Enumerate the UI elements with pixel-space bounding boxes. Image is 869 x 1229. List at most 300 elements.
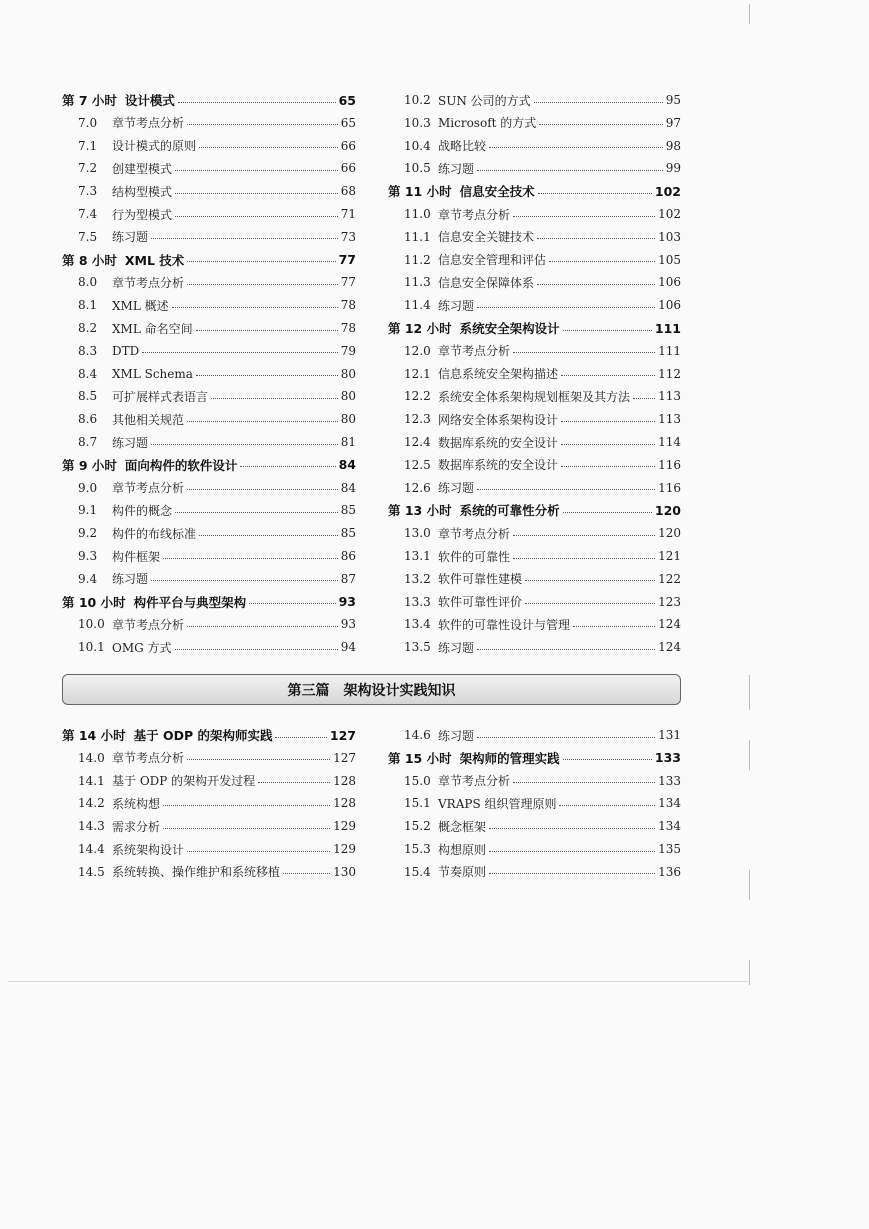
toc-entry-title: 软件的可靠性设计与管理 [438, 617, 571, 632]
toc-leader-dots [175, 649, 338, 650]
toc-entry-title: 系统的可靠性分析 [459, 503, 560, 519]
toc-entry-title: 构件的概念 [112, 503, 173, 518]
toc-entry-number: 第 14 小时 [62, 728, 126, 743]
toc-entry-title: 系统安全体系架构规划框架及其方法 [438, 389, 631, 404]
toc-entry-title: 信息系统安全架构描述 [438, 367, 559, 382]
toc-section-entry [62, 318, 356, 338]
toc-entry-number: 7.2 [78, 161, 98, 176]
toc-entry-number: 9.0 [78, 480, 98, 495]
toc-entry-number: 9.4 [78, 571, 98, 586]
toc-section-entry [62, 227, 356, 247]
toc-entry-page: 124 [658, 617, 681, 632]
toc-entry-number: 11.0 [404, 207, 431, 221]
toc-leader-dots [477, 737, 655, 738]
toc-leader-dots [187, 261, 335, 262]
toc-entry-title: 信息安全保障体系 [438, 275, 535, 290]
toc-leader-dots [489, 147, 663, 148]
part-three-banner [62, 674, 681, 705]
toc-section-entry [388, 637, 681, 657]
toc-entry-title: 章节考点分析 [438, 526, 511, 541]
toc-leader-dots [573, 626, 655, 627]
toc-entry-title: 练习题 [438, 640, 475, 655]
toc-entry-number: 10.3 [404, 115, 431, 130]
toc-leader-dots [187, 626, 338, 627]
toc-leader-dots [187, 759, 330, 760]
toc-leader-dots [513, 216, 655, 217]
toc-chapter-entry [62, 725, 356, 745]
toc-section-entry [388, 455, 681, 475]
toc-section-entry [388, 136, 681, 156]
toc-entry-title: 概念框架 [438, 819, 487, 834]
toc-entry-number: 12.2 [404, 389, 431, 404]
toc-entry-page: 103 [658, 229, 681, 244]
toc-entry-title: 章节考点分析 [112, 116, 185, 131]
toc-entry-title: VRAPS 组织管理原则 [438, 796, 557, 811]
toc-entry-page: 79 [340, 343, 356, 358]
toc-entry-title: Microsoft 的方式 [438, 116, 537, 131]
toc-leader-dots [549, 261, 655, 262]
toc-entry-title: XML 概述 [112, 298, 169, 313]
toc-entry-title: 章节考点分析 [112, 481, 185, 496]
toc-entry-title: 系统构想 [112, 796, 161, 811]
toc-entry-title: 战略比较 [438, 139, 487, 154]
toc-leader-dots [151, 444, 338, 445]
toc-section-entry [62, 793, 356, 813]
toc-leader-dots [539, 124, 662, 125]
toc-entry-number: 10.4 [404, 138, 431, 153]
toc-section-entry [62, 839, 356, 859]
toc-leader-dots [187, 851, 330, 852]
toc-entry-page: 106 [658, 298, 681, 313]
toc-leader-dots [142, 352, 337, 353]
toc-entry-page: 77 [338, 252, 356, 268]
toc-entry-number: 12.1 [404, 366, 431, 381]
toc-entry-title: 软件的可靠性 [438, 549, 511, 564]
toc-entry-title: 基于 ODP 的架构开发过程 [112, 774, 256, 789]
toc-leader-dots [477, 307, 655, 308]
toc-chapter-entry [62, 455, 356, 475]
toc-leader-dots [561, 466, 655, 467]
toc-entry-page: 66 [340, 161, 356, 176]
toc-entry-number: 13.5 [404, 640, 431, 655]
toc-leader-dots [477, 170, 663, 171]
toc-entry-title: 节奏原则 [438, 865, 487, 880]
toc-entry-number: 14.2 [78, 796, 105, 811]
toc-leader-dots [537, 238, 655, 239]
toc-chapter-entry [388, 318, 681, 338]
toc-entry-page: 114 [658, 435, 681, 449]
toc-section-entry [62, 771, 356, 791]
toc-entry-title: 章节考点分析 [438, 774, 511, 789]
toc-entry-number: 12.4 [404, 435, 431, 449]
toc-entry-title: 设计模式的原则 [112, 139, 197, 154]
toc-entry-number: 15.1 [404, 796, 431, 811]
toc-entry-number: 14.1 [78, 773, 105, 788]
toc-section-entry [388, 341, 681, 361]
toc-entry-number: 13.4 [404, 617, 431, 632]
toc-leader-dots [187, 124, 338, 125]
toc-entry-title: XML Schema [112, 366, 193, 381]
toc-leader-dots [561, 444, 655, 445]
toc-leader-dots [561, 421, 655, 422]
toc-section-entry [388, 862, 681, 882]
toc-entry-title: 数据库系统的安全设计 [438, 435, 559, 450]
toc-leader-dots [187, 421, 338, 422]
toc-entry-title: 信息安全关键技术 [438, 230, 535, 245]
toc-chapter-entry [388, 500, 681, 520]
toc-entry-title: 架构师的管理实践 [459, 750, 560, 766]
toc-section-entry [388, 250, 681, 270]
toc-section-entry [388, 793, 681, 813]
toc-leader-dots [513, 558, 655, 559]
toc-section-entry [62, 637, 356, 657]
toc-section-entry [62, 523, 356, 543]
toc-entry-number: 第 13 小时 [388, 503, 452, 519]
toc-entry-title: 练习题 [438, 161, 475, 176]
toc-entry-title: XML 技术 [124, 252, 185, 268]
toc-section-entry [388, 771, 681, 791]
toc-entry-number: 第 8 小时 [62, 252, 117, 268]
toc-section-entry [62, 862, 356, 882]
toc-section-entry [388, 113, 681, 133]
toc-entry-number: 11.1 [404, 229, 431, 244]
toc-section-entry [62, 546, 356, 566]
toc-entry-number: 10.2 [404, 93, 431, 107]
toc-entry-title: 设计模式 [124, 93, 175, 108]
toc-leader-dots [489, 828, 655, 829]
toc-entry-page: 106 [658, 275, 681, 290]
toc-entry-title: 其他相关规范 [112, 412, 185, 427]
toc-entry-number: 13.0 [404, 526, 431, 541]
toc-section-entry [388, 725, 681, 745]
toc-entry-page: 134 [658, 796, 681, 811]
toc-entry-page: 78 [340, 321, 356, 335]
toc-leader-dots [477, 649, 655, 650]
toc-entry-number: 8.0 [78, 275, 98, 290]
toc-entry-title: 系统架构设计 [112, 842, 185, 857]
toc-section-entry [62, 272, 356, 292]
toc-leader-dots [175, 193, 338, 194]
toc-entry-page: 123 [658, 594, 681, 609]
toc-leader-dots [163, 558, 338, 559]
toc-entry-title: 练习题 [112, 230, 149, 245]
toc-entry-title: 基于 ODP 的架构师实践 [133, 728, 273, 743]
toc-entry-title: 构件框架 [112, 549, 161, 564]
toc-entry-title: 面向构件的软件设计 [124, 457, 238, 473]
toc-entry-page: 80 [340, 412, 356, 427]
toc-entry-page: 71 [340, 207, 356, 221]
toc-section-entry [62, 409, 356, 429]
toc-entry-page: 99 [665, 161, 681, 176]
toc-chapter-entry [62, 592, 356, 612]
toc-leader-dots [525, 580, 655, 581]
toc-entry-page: 128 [333, 796, 356, 811]
toc-entry-number: 8.2 [78, 321, 98, 335]
toc-entry-page: 120 [654, 502, 681, 518]
toc-entry-page: 120 [658, 526, 681, 541]
toc-entry-page: 111 [654, 320, 681, 336]
toc-section-entry [62, 478, 356, 498]
toc-entry-page: 124 [658, 640, 681, 655]
toc-entry-page: 133 [658, 773, 681, 788]
toc-entry-title: 系统安全架构设计 [459, 321, 560, 336]
toc-leader-dots [258, 782, 330, 783]
toc-entry-number: 8.4 [78, 366, 98, 381]
toc-entry-page: 87 [340, 571, 356, 586]
toc-leader-dots [563, 759, 652, 760]
toc-entry-page: 130 [333, 864, 356, 879]
toc-section-entry [62, 614, 356, 634]
toc-entry-number: 12.5 [404, 457, 431, 472]
toc-entry-page: 66 [340, 138, 356, 153]
toc-section-entry [62, 204, 356, 224]
toc-entry-number: 15.0 [404, 773, 431, 788]
toc-entry-title: OMG 方式 [112, 640, 172, 655]
toc-entry-number: 10.5 [404, 161, 431, 176]
toc-section-entry [388, 90, 681, 110]
toc-entry-number: 第 7 小时 [62, 93, 117, 108]
toc-entry-title: DTD [112, 343, 140, 358]
toc-entry-page: 102 [654, 183, 681, 199]
toc-entry-page: 127 [329, 727, 356, 743]
toc-leader-dots [489, 873, 655, 874]
page-edge-mark [749, 4, 750, 24]
toc-entry-page: 113 [658, 412, 681, 427]
toc-entry-page: 136 [658, 864, 681, 879]
toc-section-entry [62, 295, 356, 315]
toc-entry-title: 软件可靠性评价 [438, 595, 523, 610]
toc-entry-title: 构件平台与典型架构 [133, 594, 247, 610]
toc-entry-page: 77 [340, 275, 356, 290]
toc-leader-dots [196, 330, 338, 331]
toc-entry-number: 11.3 [404, 275, 431, 290]
toc-entry-page: 133 [654, 750, 681, 766]
toc-section-entry [388, 204, 681, 224]
toc-leader-dots [249, 603, 335, 604]
toc-entry-number: 12.6 [404, 480, 431, 495]
toc-chapter-entry [388, 181, 681, 201]
toc-entry-title: XML 命名空间 [112, 321, 193, 336]
toc-leader-dots [513, 352, 655, 353]
toc-section-entry [62, 341, 356, 361]
toc-entry-page: 97 [665, 115, 681, 130]
toc-entry-number: 8.6 [78, 412, 98, 427]
toc-entry-page: 112 [658, 366, 681, 381]
toc-entry-page: 65 [338, 92, 356, 108]
toc-chapter-entry [62, 250, 356, 270]
toc-section-entry [388, 592, 681, 612]
toc-entry-number: 8.1 [78, 298, 98, 313]
toc-entry-number: 7.5 [78, 229, 98, 244]
toc-section-entry [388, 158, 681, 178]
toc-leader-dots [172, 307, 338, 308]
toc-leader-dots [151, 580, 338, 581]
toc-entry-number: 12.0 [404, 343, 431, 358]
toc-entry-number: 14.5 [78, 864, 105, 879]
toc-entry-number: 10.1 [78, 640, 105, 655]
toc-section-entry [388, 364, 681, 384]
toc-entry-number: 13.2 [404, 571, 431, 586]
toc-section-entry [388, 839, 681, 859]
toc-leader-dots [283, 873, 330, 874]
toc-leader-dots [178, 102, 336, 103]
toc-leader-dots [199, 535, 338, 536]
toc-leader-dots [561, 375, 655, 376]
toc-entry-title: 数据库系统的安全设计 [438, 458, 559, 473]
toc-section-entry [62, 386, 356, 406]
toc-entry-number: 10.0 [78, 617, 105, 632]
toc-leader-dots [163, 828, 330, 829]
toc-entry-page: 129 [333, 842, 356, 856]
toc-section-entry [388, 386, 681, 406]
toc-section-entry [388, 523, 681, 543]
toc-leader-dots [275, 737, 326, 738]
toc-entry-page: 93 [340, 617, 356, 632]
toc-entry-page: 134 [658, 819, 681, 834]
toc-entry-number: 14.0 [78, 750, 105, 765]
toc-section-entry [62, 364, 356, 384]
toc-entry-title: 章节考点分析 [112, 275, 185, 290]
toc-entry-number: 15.2 [404, 819, 431, 834]
toc-leader-dots [537, 284, 655, 285]
toc-entry-page: 93 [338, 594, 356, 610]
toc-entry-title: 练习题 [438, 728, 475, 743]
toc-entry-number: 9.3 [78, 549, 98, 563]
toc-entry-title: 练习题 [112, 435, 149, 450]
toc-entry-page: 95 [665, 93, 681, 107]
page-edge-mark [749, 960, 750, 985]
toc-entry-number: 13.1 [404, 549, 431, 563]
toc-leader-dots [513, 782, 655, 783]
toc-entry-page: 98 [665, 138, 681, 153]
toc-leader-dots [513, 535, 655, 536]
toc-section-entry [62, 136, 356, 156]
toc-entry-number: 15.4 [404, 864, 431, 879]
toc-section-entry [388, 614, 681, 634]
toc-entry-number: 8.7 [78, 435, 98, 449]
toc-entry-page: 65 [340, 115, 356, 130]
toc-entry-title: 章节考点分析 [112, 617, 185, 632]
toc-entry-number: 8.3 [78, 343, 98, 358]
toc-leader-dots [175, 170, 338, 171]
toc-leader-dots [211, 398, 338, 399]
toc-entry-title: 章节考点分析 [112, 751, 185, 766]
toc-leader-dots [175, 512, 338, 513]
toc-entry-number: 13.3 [404, 594, 431, 609]
toc-entry-number: 11.2 [404, 252, 431, 267]
toc-section-entry [62, 816, 356, 836]
toc-entry-title: 构件的布线标准 [112, 526, 197, 541]
toc-entry-page: 73 [340, 229, 356, 244]
toc-entry-title: 软件可靠性建模 [438, 572, 523, 587]
toc-leader-dots [559, 805, 655, 806]
toc-entry-page: 80 [340, 366, 356, 381]
toc-entry-number: 14.6 [404, 728, 431, 742]
page-edge-mark [749, 870, 750, 900]
toc-entry-title: 系统转换、操作维护和系统移植 [112, 865, 281, 880]
toc-section-entry [388, 478, 681, 498]
toc-entry-number: 12.3 [404, 412, 431, 427]
toc-leader-dots [199, 147, 338, 148]
toc-section-entry [388, 546, 681, 566]
toc-entry-title: 需求分析 [112, 819, 161, 834]
toc-leader-dots [240, 466, 335, 467]
toc-leader-dots [563, 512, 652, 513]
page-edge-mark [749, 740, 750, 770]
toc-entry-number: 9.1 [78, 503, 98, 518]
toc-entry-title: 章节考点分析 [438, 207, 511, 222]
part-three-title: 第三篇 架构设计实践知识 [287, 682, 456, 699]
toc-entry-number: 第 12 小时 [388, 321, 452, 336]
toc-entry-page: 94 [340, 640, 356, 655]
toc-entry-page: 131 [658, 728, 681, 742]
toc-entry-number: 7.4 [78, 207, 98, 221]
page-edge-mark [749, 675, 750, 710]
toc-leader-dots [477, 489, 655, 490]
toc-entry-number: 第 11 小时 [388, 184, 452, 200]
toc-section-entry [388, 227, 681, 247]
toc-entry-number: 第 10 小时 [62, 594, 126, 610]
toc-section-entry [62, 748, 356, 768]
toc-entry-page: 116 [658, 457, 681, 472]
toc-entry-page: 84 [338, 457, 356, 473]
page-edge-line [8, 981, 748, 982]
toc-entry-number: 15.3 [404, 842, 431, 856]
toc-entry-page: 121 [658, 549, 681, 563]
toc-section-entry [388, 432, 681, 452]
toc-section-entry [388, 272, 681, 292]
toc-entry-number: 第 9 小时 [62, 457, 117, 473]
toc-leader-dots [151, 238, 338, 239]
toc-section-entry [62, 158, 356, 178]
toc-entry-page: 102 [658, 207, 681, 221]
toc-chapter-entry [388, 748, 681, 768]
toc-entry-page: 85 [340, 526, 356, 541]
toc-section-entry [388, 569, 681, 589]
toc-leader-dots [538, 193, 652, 194]
toc-chapter-entry [62, 90, 356, 110]
toc-section-entry [62, 432, 356, 452]
toc-entry-title: 可扩展样式表语言 [112, 389, 209, 404]
toc-entry-page: 80 [340, 389, 356, 404]
toc-entry-number: 7.0 [78, 115, 98, 130]
toc-leader-dots [163, 805, 330, 806]
toc-section-entry [388, 409, 681, 429]
toc-entry-page: 105 [658, 252, 681, 267]
toc-entry-title: 练习题 [438, 481, 475, 496]
toc-leader-dots [563, 330, 652, 331]
toc-entry-title: 信息安全管理和评估 [438, 253, 547, 268]
toc-entry-page: 113 [658, 389, 681, 404]
toc-leader-dots [196, 375, 338, 376]
toc-entry-title: 构想原则 [438, 842, 487, 857]
toc-entry-number: 14.3 [78, 819, 105, 834]
toc-entry-title: 练习题 [438, 298, 475, 313]
toc-entry-page: 81 [340, 435, 356, 449]
toc-leader-dots [187, 284, 338, 285]
toc-entry-number: 9.2 [78, 526, 98, 541]
toc-entry-page: 68 [340, 184, 356, 199]
toc-entry-title: 练习题 [112, 572, 149, 587]
toc-section-entry [62, 569, 356, 589]
toc-entry-page: 127 [333, 750, 356, 765]
toc-entry-title: SUN 公司的方式 [438, 93, 531, 108]
toc-leader-dots [633, 398, 655, 399]
toc-entry-page: 85 [340, 503, 356, 518]
toc-entry-title: 行为型模式 [112, 207, 173, 222]
toc-entry-page: 128 [333, 773, 356, 788]
toc-section-entry [62, 500, 356, 520]
